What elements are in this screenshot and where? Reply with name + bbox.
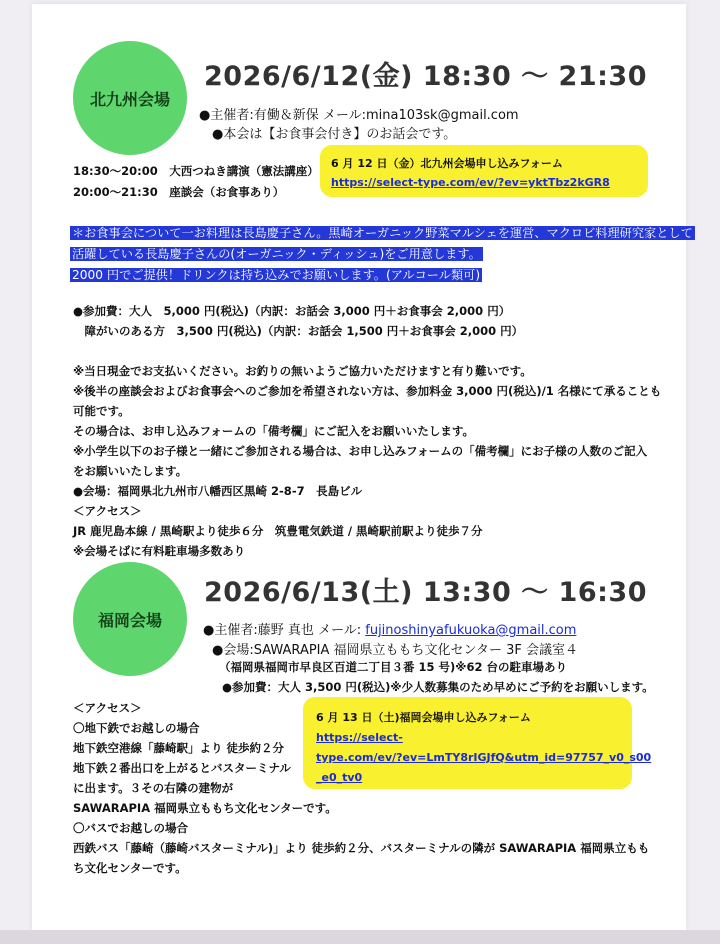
organizer-line [203,619,576,638]
highlight-line: 活躍している長島慶子さんの(オーガニック・ディッシュ)をご用意します。 [72,247,481,261]
access-line: JR 鹿児島本線 / 黒崎駅より徒歩６分 筑豊電気鉄道 / 黒崎駅前駅より徒歩７分 [73,524,483,538]
access-line: に出ます。３その右隣の建物が [73,781,234,795]
organizer-line: ●主催者:有働＆新保 メール:mina103sk@gmail.com [199,108,519,123]
signup-form-link[interactable]: https://select- [316,731,403,744]
fee-line: 障がいのある方 3,500 円(税込)（内訳：お話会 1,500 円＋お食事会 2,000 円） [73,324,524,338]
notice-line: をお願いいたします。 [73,464,188,478]
notice-line: ※小学生以下のお子様と一緒にご参加される場合は、お申し込みフォームの「備考欄」にお子様の人数のご記入 [73,444,648,458]
access-line: 〇バスでお越しの場合 [73,821,188,835]
venue-name: 福岡会場 [97,610,162,630]
organizer-prefix: ●主催者:藤野 真也 メール: [203,623,366,638]
fee-line: ●参加費：大人 5,000 円(税込)（内訳：お話会 3,000 円＋お食事会 2,000 円） [73,304,511,318]
notice-line: ※後半の座談会およびお食事会へのご参加を希望されない方は、参加料金 3,000 円(税込)/1 名様にて承ることも [73,384,662,398]
address-line: （福岡県福岡市早良区百道二丁目３番 15 号)※62 台の駐車場あり [219,660,567,674]
event-datetime: 2026/6/12(金) 18:30 ～ 21:30 [204,61,647,92]
fee-line: ●参加費：大人 3,500 円(税込)※少人数募集のため早めにご予約をお願いします。 [222,680,654,694]
event-datetime: 2026/6/13(土) 13:30 ～ 16:30 [204,577,647,608]
organizer-email-link[interactable]: fujinoshinyafukuoka@gmail.com [365,623,577,638]
notice-line: 可能です。 [73,404,130,418]
venue-name: 北九州会場 [89,89,170,109]
schedule-item: 20:00～21:30 座談会（お食事あり） [73,185,285,199]
access-line: 地下鉄空港線「藤崎駅」より 徒歩約２分 [73,741,285,755]
access-line: 地下鉄２番出口を上がるとバスターミナル [73,761,291,775]
bottom-bar [0,930,720,944]
signup-form-link[interactable]: _e0_tv0 [316,771,363,784]
access-heading: ＜アクセス＞ [73,504,142,518]
signup-form-link[interactable]: https://select-type.com/ev/?ev=yktTbz2kGR8 [331,176,610,189]
highlight-line: 2000 円でご提供！ドリンクは持ち込みでお願いします。(アルコール類可) [72,268,481,282]
access-heading: ＜アクセス＞ [73,701,142,715]
venue-address-line: ●会場：福岡県北九州市八幡西区黒崎 2-8-7 長島ビル [73,484,363,498]
access-line: 〇地下鉄でお越しの場合 [73,721,200,735]
venue-badge-kitakyushu [73,41,187,155]
access-line: ち文化センターです。 [73,861,187,875]
venue-line: ●会場:SAWARAPIA 福岡県立ももち文化センター 3F 会議室４ [212,643,579,658]
venue-badge-fukuoka [73,562,187,676]
meal-info-highlight [70,222,695,285]
parking-note: ※会場そばに有料駐車場多数あり [73,544,246,558]
notice-line: その場合は、お申し込みフォームの「備考欄」にご記入をお願いいたします。 [73,424,475,438]
access-line: 西鉄バス「藤崎（藤崎バスターミナル)」より 徒歩約２分、バスターミナルの隣が SAWARAPIA 福岡県立もも [73,841,650,855]
access-line: SAWARAPIA 福岡県立ももち文化センターです。 [73,801,337,815]
signup-form-box-kitakyushu [320,145,648,197]
signup-form-label: 6 月 12 日（金）北九州会場申し込みフォーム [331,157,563,170]
signup-form-label: 6 月 13 日（土)福岡会場申し込みフォーム [316,711,531,724]
signup-form-link[interactable]: type.com/ev/?ev=LmTY8rIGJfQ&utm_id=97757_v0_s00 [316,751,652,764]
notice-line: ※当日現金でお支払いください。お釣りの無いようご協力いただけますと有り難いです。 [73,364,532,378]
schedule-item: 18:30～20:00 大西つねき講演（憲法講座） [73,164,319,178]
meal-note: ●本会は【お食事会付き】のお話会です。 [212,127,457,142]
highlight-line: ＊お食事会について一お料理は長島慶子さん。黒崎オーガニック野菜マルシェを運営、マクロビ料理研究家として [72,226,693,240]
